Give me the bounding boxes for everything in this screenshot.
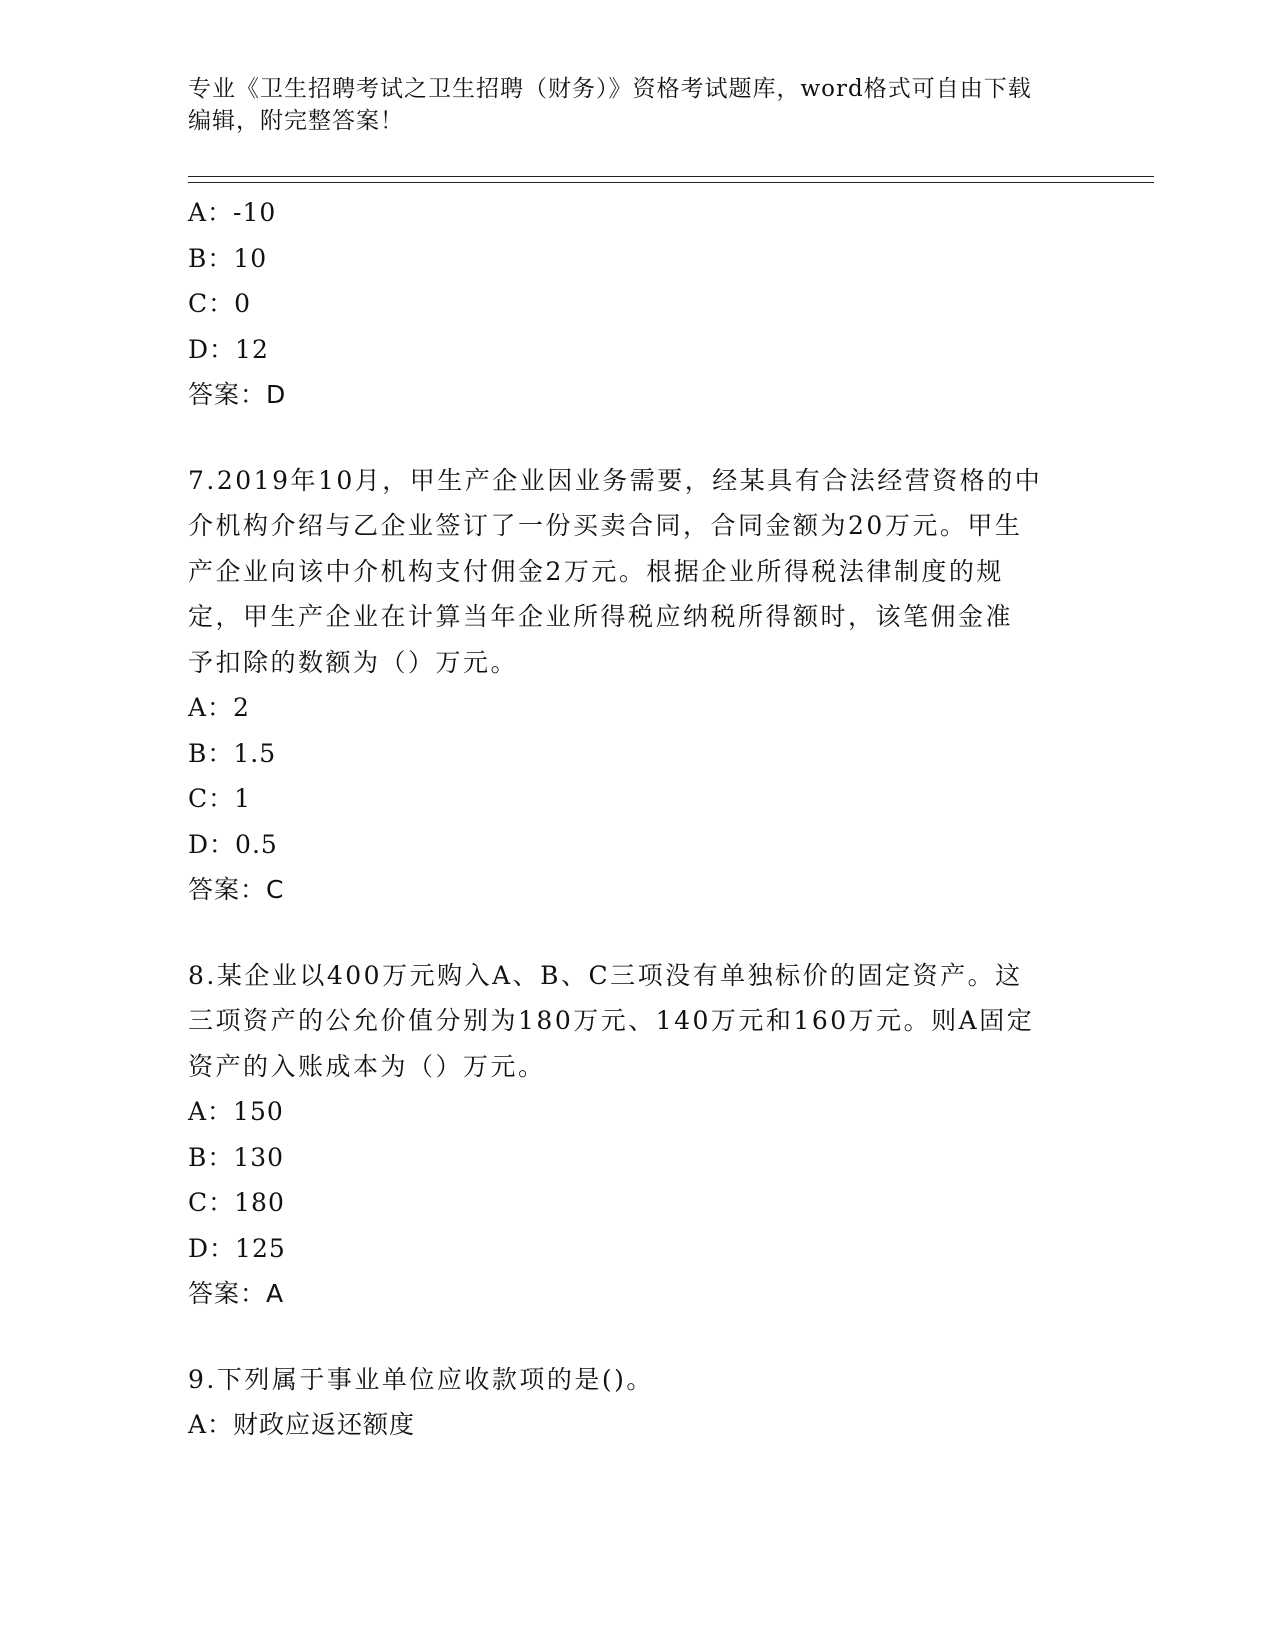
question-stem: 予扣除的数额为（）万元。	[188, 647, 519, 677]
question-stem: 产企业向该中介机构支付佣金2万元。根据企业所得税法律制度的规	[188, 556, 1004, 586]
document-header	[188, 73, 1068, 137]
question-stem: 三项资产的公允价值分别为180万元、140万元和160万元。则A固定	[188, 1006, 1035, 1035]
option-d: D：125	[188, 1233, 286, 1263]
answer: 答案：A	[188, 1279, 285, 1308]
question-gap	[188, 1317, 1088, 1357]
question-gap	[188, 418, 1088, 458]
question-stem: 资产的入账成本为（）万元。	[188, 1051, 546, 1081]
option-a: A：150	[188, 1097, 284, 1126]
option-b: B：10	[188, 243, 268, 273]
answer: 答案：D	[188, 380, 287, 409]
question-stem: 定，甲生产企业在计算当年企业所得税应纳税所得额时，该笔佣金准	[188, 602, 1014, 631]
option-c: C：180	[188, 1188, 285, 1217]
question-stem: 9.下列属于事业单位应收款项的是()。	[188, 1364, 654, 1394]
question-stem: 介机构介绍与乙企业签订了一份买卖合同，合同金额为20万元。甲生	[188, 511, 1023, 540]
option-d: D：0.5	[188, 829, 278, 859]
header-divider-top	[188, 176, 1154, 177]
option-c: C：1	[188, 784, 252, 813]
question-list	[188, 190, 1088, 1448]
answer: 答案：C	[188, 875, 285, 904]
option-a: A：2	[188, 693, 250, 722]
question-7	[188, 458, 1088, 913]
header-line-1: 专业《卫生招聘考试之卫生招聘（财务）》资格考试题库，word格式可自由下载	[188, 76, 1032, 102]
question-6	[188, 190, 1088, 418]
question-gap	[188, 913, 1088, 953]
option-a: A：财政应返还额度	[188, 1410, 416, 1439]
option-c: C：0	[188, 289, 252, 318]
question-9	[188, 1357, 1088, 1448]
option-a: A：-10	[188, 198, 277, 227]
option-b: B：130	[188, 1142, 285, 1172]
option-b: B：1.5	[188, 738, 277, 768]
option-d: D：12	[188, 334, 269, 364]
header-line-2: 编辑，附完整答案！	[188, 108, 404, 134]
question-stem: 8.某企业以400万元购入A、B、C三项没有单独标价的固定资产。这	[188, 960, 1023, 990]
header-divider-bottom	[188, 182, 1154, 183]
question-8	[188, 953, 1088, 1317]
question-stem: 7.2019年10月，甲生产企业因业务需要，经某具有合法经营资格的中	[188, 465, 1043, 495]
